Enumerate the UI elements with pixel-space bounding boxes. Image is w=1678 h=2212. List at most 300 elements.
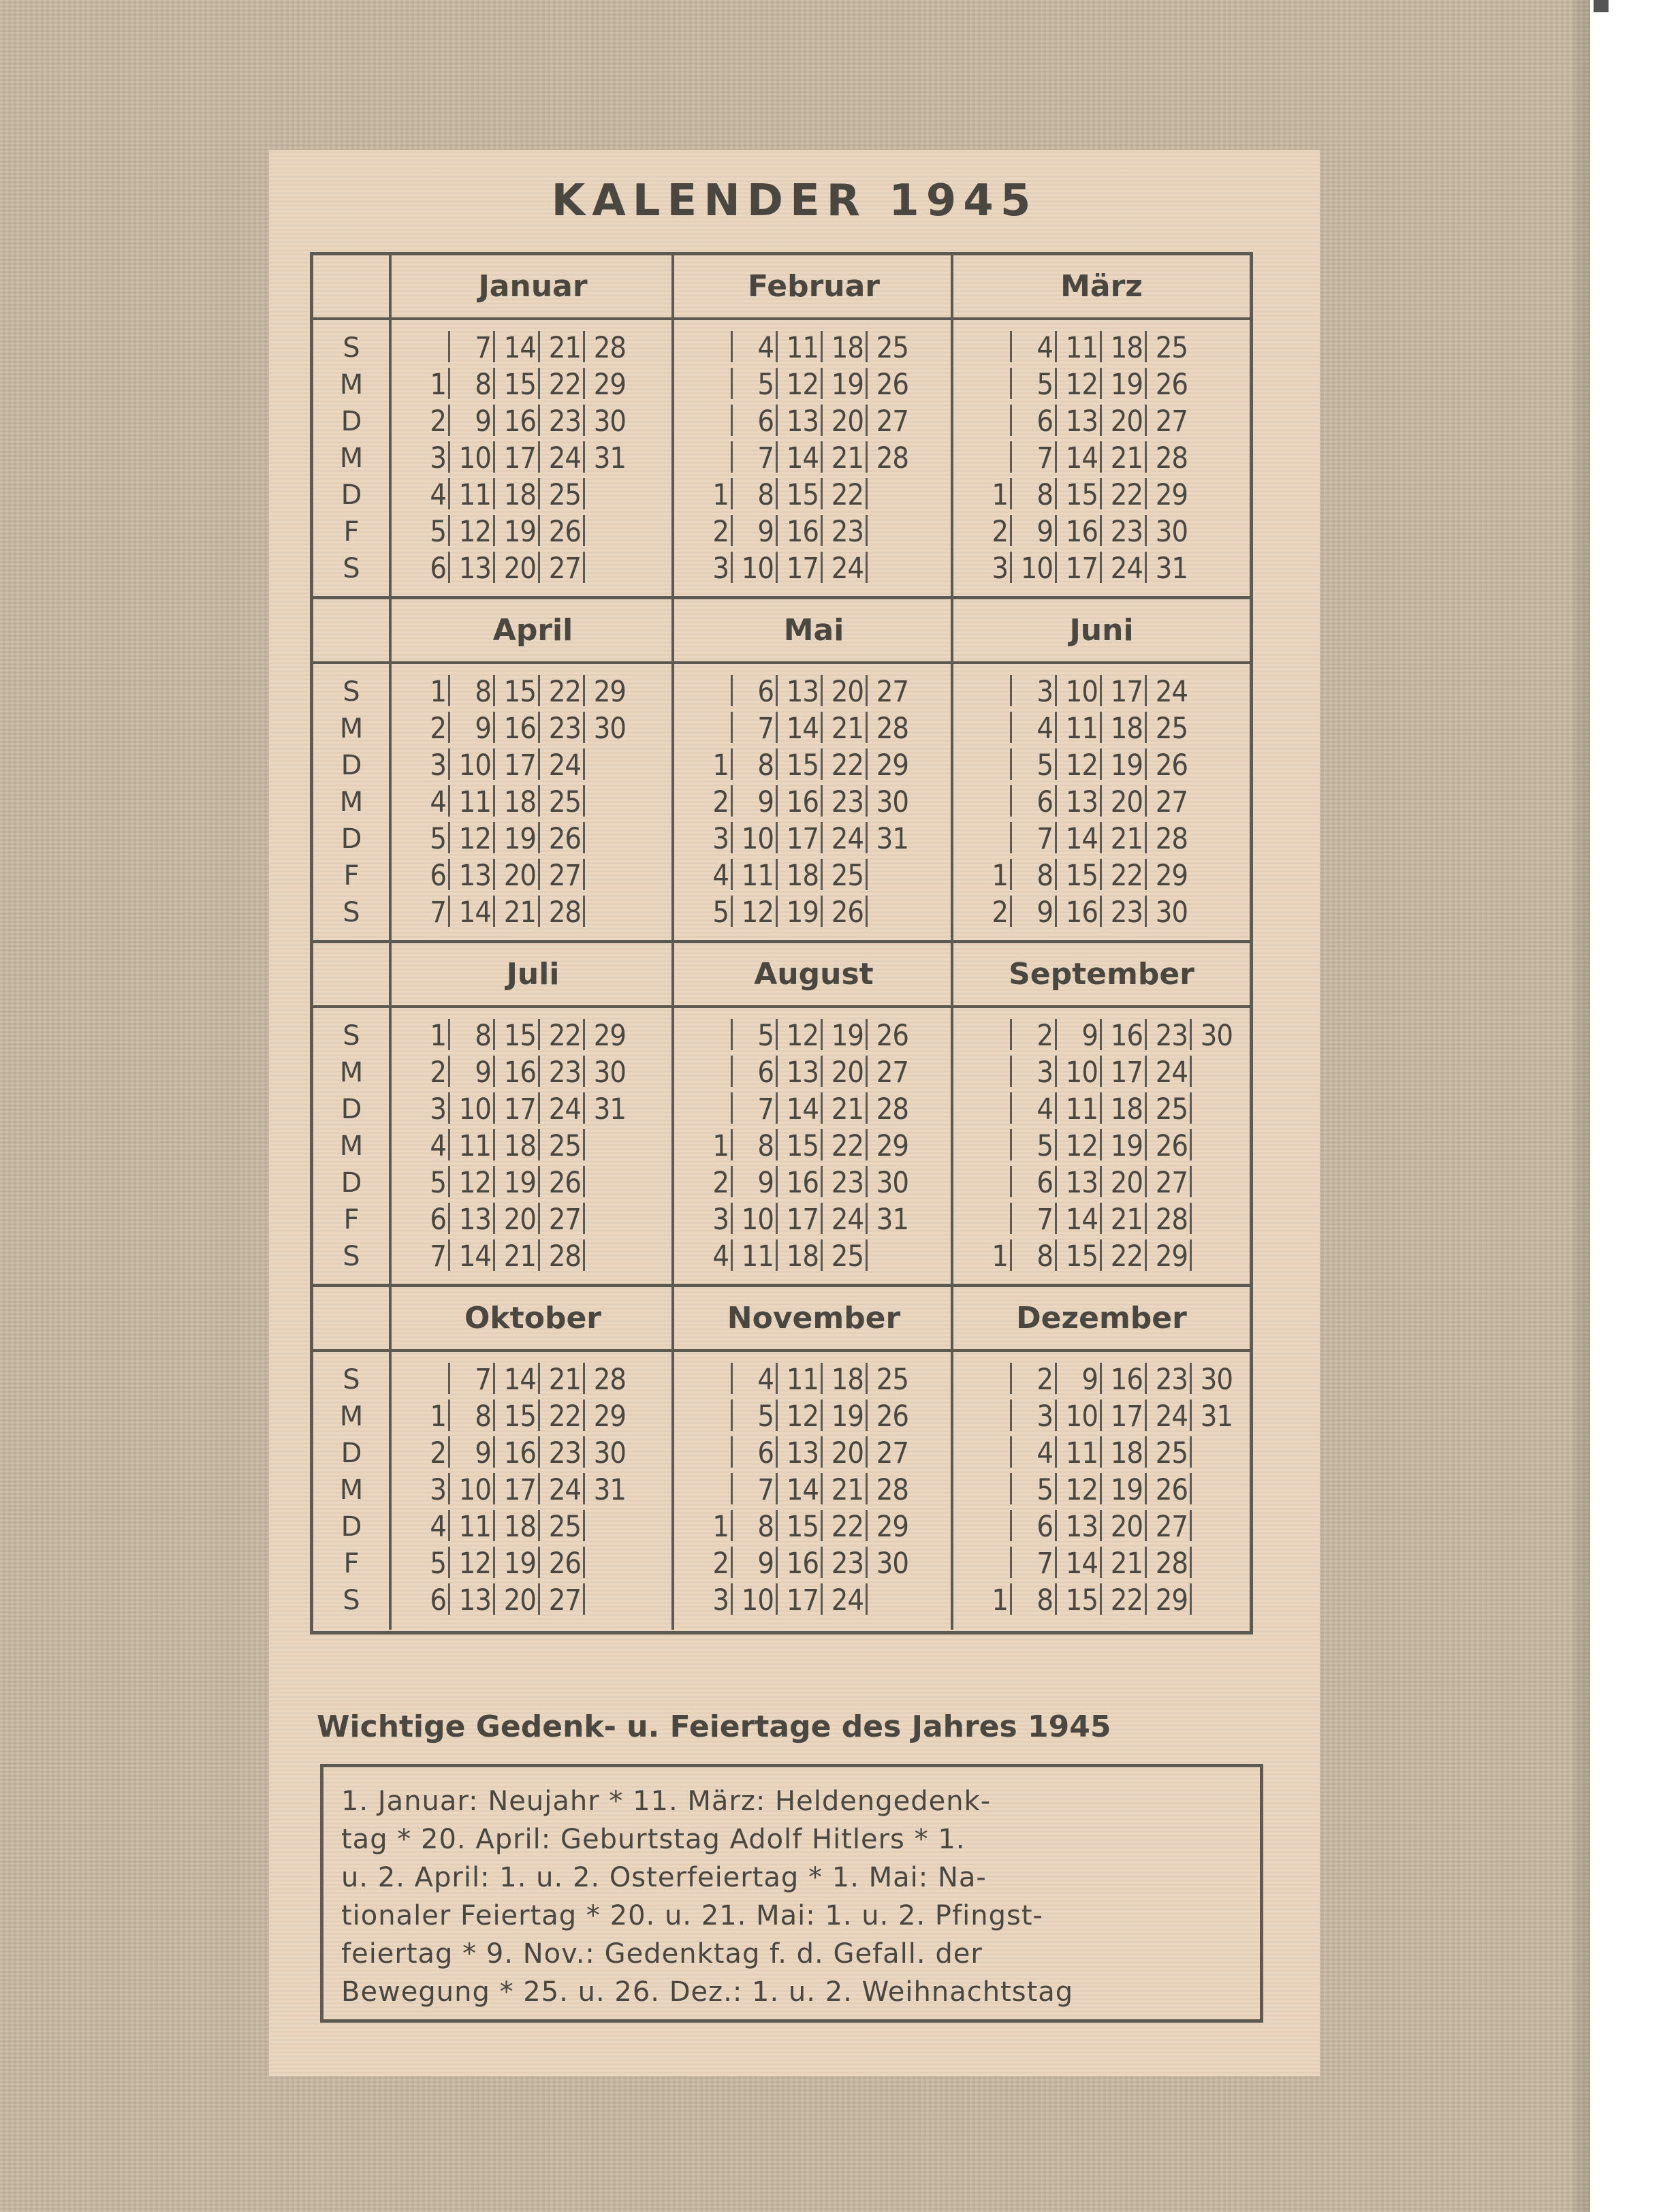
day-number: 20 <box>831 1436 864 1470</box>
number-separator <box>1190 1510 1192 1541</box>
day-number: 27 <box>876 1056 908 1090</box>
day-number: 3 <box>712 1583 729 1617</box>
day-number: 20 <box>1110 1166 1143 1200</box>
day-number: 6 <box>1036 785 1053 819</box>
day-number: 8 <box>1036 1239 1053 1274</box>
number-separator <box>583 478 585 509</box>
month-name: August <box>754 957 874 992</box>
day-number: 16 <box>786 515 819 549</box>
number-separator <box>1100 515 1102 546</box>
day-number <box>586 857 626 894</box>
day-number <box>689 1398 729 1435</box>
weekday-label: D <box>341 406 362 437</box>
day-number: 11 <box>1065 331 1098 365</box>
day-number <box>689 403 729 440</box>
number-separator <box>776 1400 778 1431</box>
day-number: 8 <box>475 1019 491 1053</box>
number-separator <box>1010 785 1012 817</box>
day-number: 12 <box>458 1547 491 1581</box>
number-separator <box>1055 1436 1057 1468</box>
day-number: 30 <box>593 1056 626 1090</box>
number-separator <box>1055 405 1057 436</box>
number-separator <box>1145 822 1147 853</box>
day-number: 14 <box>1065 1203 1098 1237</box>
number-separator <box>448 675 450 706</box>
number-separator <box>866 1203 868 1234</box>
number-separator <box>866 1129 868 1160</box>
number-separator <box>1010 1436 1012 1468</box>
number-separator <box>731 1583 733 1615</box>
number-separator <box>866 515 868 546</box>
day-number: 24 <box>1155 675 1188 709</box>
day-number: 29 <box>593 675 626 709</box>
number-separator <box>1055 896 1057 927</box>
number-separator <box>866 896 868 927</box>
number-separator <box>731 405 733 436</box>
number-separator <box>866 675 868 706</box>
day-number: 4 <box>757 1363 774 1397</box>
number-separator <box>538 1436 540 1468</box>
number-separator <box>448 1473 450 1504</box>
number-separator <box>493 368 495 399</box>
day-number: 23 <box>831 785 864 819</box>
number-separator <box>776 368 778 399</box>
number-separator <box>731 896 733 927</box>
number-separator <box>448 1363 450 1394</box>
number-separator <box>776 1583 778 1615</box>
day-number: 8 <box>475 1400 491 1434</box>
number-separator <box>731 1239 733 1271</box>
weekday-label: M <box>339 1401 364 1432</box>
day-number: 24 <box>831 822 864 856</box>
day-number <box>1193 1054 1233 1091</box>
day-number: 12 <box>1065 368 1098 402</box>
number-separator <box>776 441 778 473</box>
day-number: 10 <box>741 1203 774 1237</box>
day-number: 8 <box>1036 859 1053 893</box>
number-separator <box>1055 1092 1057 1124</box>
number-separator <box>821 859 823 890</box>
day-number: 13 <box>786 675 819 709</box>
number-separator <box>1055 1400 1057 1431</box>
number-separator <box>493 405 495 436</box>
day-number: 24 <box>1155 1056 1188 1090</box>
day-number: 18 <box>1110 1436 1143 1470</box>
day-number: 13 <box>458 1203 491 1237</box>
day-number <box>1193 1128 1233 1165</box>
day-number: 15 <box>786 1129 819 1163</box>
number-separator <box>1100 1436 1102 1468</box>
day-number: 8 <box>475 368 491 402</box>
day-number: 19 <box>1110 368 1143 402</box>
day-number: 31 <box>593 441 626 475</box>
day-number: 17 <box>503 748 536 783</box>
day-number: 3 <box>430 1092 446 1126</box>
month-name: April <box>492 613 573 648</box>
day-number: 12 <box>786 1400 819 1434</box>
number-separator <box>821 1239 823 1271</box>
day-number: 5 <box>712 896 729 930</box>
number-separator <box>1010 1056 1012 1087</box>
number-separator <box>1055 712 1057 743</box>
number-separator <box>776 859 778 890</box>
number-separator <box>776 1363 778 1394</box>
day-number: 30 <box>876 1547 908 1581</box>
number-separator <box>1010 1400 1012 1431</box>
day-number: 13 <box>786 1436 819 1470</box>
weekday-label: D <box>341 750 362 781</box>
day-number: 1 <box>712 1129 729 1163</box>
day-number: 3 <box>712 822 729 856</box>
number-separator <box>583 1166 585 1197</box>
day-number: 23 <box>1110 515 1143 549</box>
weekday-label: F <box>343 1204 360 1235</box>
day-number: 18 <box>1110 712 1143 746</box>
number-separator <box>776 748 778 780</box>
number-separator <box>1010 1092 1012 1124</box>
number-separator <box>776 1510 778 1541</box>
number-separator <box>1010 859 1012 890</box>
number-separator <box>821 478 823 509</box>
day-number: 18 <box>503 1510 536 1544</box>
number-separator <box>448 1400 450 1431</box>
day-number <box>1193 1238 1233 1275</box>
day-number: 22 <box>548 368 581 402</box>
number-separator <box>448 1092 450 1124</box>
number-separator <box>538 1473 540 1504</box>
number-separator <box>821 896 823 927</box>
day-number: 16 <box>503 1056 536 1090</box>
day-number: 1 <box>712 748 729 783</box>
number-separator <box>1055 1203 1057 1234</box>
number-separator <box>866 1510 868 1541</box>
number-separator <box>1145 1056 1147 1087</box>
day-number: 26 <box>548 515 581 549</box>
day-number: 4 <box>757 331 774 365</box>
number-separator <box>583 552 585 583</box>
number-separator <box>448 896 450 927</box>
number-separator <box>1145 675 1147 706</box>
day-number: 23 <box>1155 1363 1188 1397</box>
day-number: 16 <box>1065 896 1098 930</box>
number-separator <box>1100 1092 1102 1124</box>
day-number: 26 <box>876 368 908 402</box>
number-separator <box>866 1019 868 1050</box>
day-number: 9 <box>757 1547 774 1581</box>
day-number: 27 <box>548 552 581 586</box>
day-number <box>1193 1091 1233 1128</box>
day-number: 23 <box>548 1056 581 1090</box>
holidays-title: Wichtige Gedenk- u. Feiertage des Jahres 1945 <box>317 1709 1111 1744</box>
day-number: 23 <box>831 1166 864 1200</box>
day-number: 2 <box>992 515 1008 549</box>
day-number: 17 <box>503 1473 536 1507</box>
day-number: 10 <box>1065 1056 1098 1090</box>
day-number: 2 <box>1036 1363 1053 1397</box>
number-separator <box>1100 1583 1102 1615</box>
day-number: 4 <box>1036 331 1053 365</box>
number-separator <box>448 1510 450 1541</box>
number-separator <box>448 478 450 509</box>
number-separator <box>538 712 540 743</box>
day-number: 11 <box>786 331 819 365</box>
number-separator <box>821 785 823 817</box>
day-number: 5 <box>430 515 446 549</box>
day-number: 14 <box>1065 441 1098 475</box>
day-number: 8 <box>757 748 774 783</box>
number-separator <box>866 1400 868 1431</box>
day-number: 25 <box>876 1363 908 1397</box>
weekday-label: D <box>341 823 362 855</box>
day-number: 29 <box>593 1019 626 1053</box>
number-separator <box>821 1129 823 1160</box>
day-number: 27 <box>548 859 581 893</box>
number-separator <box>583 1019 585 1050</box>
day-number: 21 <box>831 441 864 475</box>
day-number: 31 <box>876 1203 908 1237</box>
day-number: 11 <box>1065 1092 1098 1126</box>
day-number: 15 <box>503 675 536 709</box>
day-number: 1 <box>992 859 1008 893</box>
day-number <box>869 894 908 931</box>
day-number: 26 <box>876 1019 908 1053</box>
day-number: 13 <box>458 859 491 893</box>
month-name: November <box>727 1301 901 1336</box>
day-number: 8 <box>757 1510 774 1544</box>
day-number: 29 <box>593 1400 626 1434</box>
day-number <box>586 1582 626 1619</box>
number-separator <box>1190 1547 1192 1578</box>
day-number: 14 <box>786 712 819 746</box>
day-number: 22 <box>831 1129 864 1163</box>
weekday-label: M <box>339 713 364 744</box>
day-number: 18 <box>786 1239 819 1274</box>
number-separator <box>1100 405 1102 436</box>
number-separator <box>538 1363 540 1394</box>
day-number <box>869 550 908 587</box>
corner-mark <box>1594 0 1609 12</box>
number-separator <box>821 1203 823 1234</box>
column-divider <box>389 255 392 598</box>
number-separator <box>448 1547 450 1578</box>
weekday-label: D <box>341 1167 362 1199</box>
day-number: 31 <box>593 1473 626 1507</box>
day-number: 9 <box>757 1166 774 1200</box>
day-number: 13 <box>1065 405 1098 439</box>
day-number: 17 <box>786 1583 819 1617</box>
month-name: Februar <box>747 269 881 304</box>
weekday-label: D <box>341 1511 362 1543</box>
day-number: 17 <box>1110 1056 1143 1090</box>
day-number: 26 <box>548 1547 581 1581</box>
day-number <box>869 857 908 894</box>
day-number: 14 <box>458 1239 491 1274</box>
day-number: 15 <box>503 1019 536 1053</box>
number-separator <box>821 1436 823 1468</box>
day-number: 17 <box>1110 1400 1143 1434</box>
day-number <box>968 1017 1008 1054</box>
number-separator <box>448 1583 450 1615</box>
number-separator <box>493 515 495 546</box>
day-number: 19 <box>831 1019 864 1053</box>
day-number: 30 <box>593 712 626 746</box>
day-number <box>586 894 626 931</box>
number-separator <box>583 331 585 362</box>
day-number: 28 <box>1155 441 1188 475</box>
number-separator <box>821 712 823 743</box>
day-number: 12 <box>786 1019 819 1053</box>
day-number: 25 <box>548 478 581 512</box>
number-separator <box>1055 748 1057 780</box>
number-separator <box>583 712 585 743</box>
number-separator <box>583 1436 585 1468</box>
number-separator <box>821 331 823 362</box>
number-separator <box>866 1473 868 1504</box>
number-separator <box>1010 441 1012 473</box>
day-number: 28 <box>876 1092 908 1126</box>
number-separator <box>1055 859 1057 890</box>
number-separator <box>583 1056 585 1087</box>
day-number: 29 <box>593 368 626 402</box>
day-number: 28 <box>1155 822 1188 856</box>
number-separator <box>583 1363 585 1394</box>
month-name: Mai <box>783 613 844 648</box>
day-number: 17 <box>503 1092 536 1126</box>
number-separator <box>821 552 823 583</box>
number-separator <box>1010 552 1012 583</box>
day-number: 1 <box>992 1239 1008 1274</box>
number-separator <box>1100 1166 1102 1197</box>
day-number: 5 <box>757 368 774 402</box>
number-separator <box>1010 822 1012 853</box>
day-number: 29 <box>876 1510 908 1544</box>
day-number: 5 <box>1036 368 1053 402</box>
number-separator <box>776 1056 778 1087</box>
number-separator <box>493 1583 495 1615</box>
day-number: 30 <box>1155 515 1188 549</box>
day-number <box>1193 1582 1233 1619</box>
day-number: 14 <box>503 331 536 365</box>
number-separator <box>1010 405 1012 436</box>
number-separator <box>776 515 778 546</box>
number-separator <box>493 1239 495 1271</box>
day-number: 16 <box>786 1547 819 1581</box>
number-separator <box>538 368 540 399</box>
day-number <box>586 1545 626 1582</box>
day-number: 28 <box>876 441 908 475</box>
day-number: 8 <box>1036 478 1053 512</box>
number-separator <box>821 1510 823 1541</box>
number-separator <box>1055 1510 1057 1541</box>
day-number <box>968 821 1008 857</box>
number-separator <box>866 822 868 853</box>
day-number: 23 <box>1110 896 1143 930</box>
number-separator <box>538 1400 540 1431</box>
number-separator <box>538 1129 540 1160</box>
day-number: 12 <box>458 1166 491 1200</box>
day-number: 7 <box>475 331 491 365</box>
day-number: 1 <box>992 478 1008 512</box>
day-number: 11 <box>458 1510 491 1544</box>
day-number: 30 <box>876 785 908 819</box>
weekday-label: M <box>339 443 364 474</box>
month-name: Juli <box>506 957 560 992</box>
number-separator <box>1100 1400 1102 1431</box>
weekday-label: S <box>343 1585 360 1616</box>
number-separator <box>1055 368 1057 399</box>
day-number: 24 <box>831 1583 864 1617</box>
day-number: 13 <box>458 1583 491 1617</box>
number-separator <box>1010 515 1012 546</box>
number-separator <box>776 1473 778 1504</box>
column-divider <box>389 943 392 1286</box>
day-number <box>869 477 908 514</box>
number-separator <box>493 1056 495 1087</box>
day-number <box>869 514 908 550</box>
number-separator <box>1010 1129 1012 1160</box>
number-separator <box>493 675 495 706</box>
number-separator <box>1010 1510 1012 1541</box>
number-separator <box>1145 1510 1147 1541</box>
day-number: 5 <box>1036 1129 1053 1163</box>
day-number: 23 <box>831 515 864 549</box>
day-number: 21 <box>831 1092 864 1126</box>
day-number: 26 <box>1155 1473 1188 1507</box>
day-number: 27 <box>548 1583 581 1617</box>
day-number: 3 <box>1036 1056 1053 1090</box>
day-number: 19 <box>831 368 864 402</box>
weekday-label: M <box>339 369 364 400</box>
day-number: 2 <box>712 1166 729 1200</box>
number-separator <box>493 859 495 890</box>
number-separator <box>538 859 540 890</box>
number-separator <box>821 675 823 706</box>
number-separator <box>731 1092 733 1124</box>
number-separator <box>1055 785 1057 817</box>
number-separator <box>1190 1583 1192 1615</box>
day-number: 4 <box>712 859 729 893</box>
day-number: 25 <box>1155 331 1188 365</box>
day-number: 28 <box>1155 1203 1188 1237</box>
number-separator <box>493 331 495 362</box>
holidays-line: 1. Januar: Neujahr * 11. März: Heldengedenk- <box>341 1786 992 1817</box>
number-separator <box>1010 1166 1012 1197</box>
number-separator <box>583 896 585 927</box>
number-separator <box>538 331 540 362</box>
number-separator <box>776 1092 778 1124</box>
day-number <box>689 674 729 710</box>
day-number: 6 <box>757 675 774 709</box>
number-separator <box>1145 712 1147 743</box>
number-separator <box>448 368 450 399</box>
number-separator <box>583 1092 585 1124</box>
day-number: 7 <box>1036 1203 1053 1237</box>
day-number <box>586 784 626 821</box>
number-separator <box>448 1239 450 1271</box>
number-separator <box>731 1203 733 1234</box>
day-number: 20 <box>503 859 536 893</box>
number-separator <box>1145 1092 1147 1124</box>
number-separator <box>866 552 868 583</box>
number-separator <box>583 1129 585 1160</box>
number-separator <box>1055 1583 1057 1615</box>
day-number <box>968 366 1008 403</box>
day-number <box>586 514 626 550</box>
day-number: 16 <box>1065 515 1098 549</box>
number-separator <box>731 552 733 583</box>
number-separator <box>1145 748 1147 780</box>
day-number: 16 <box>786 1166 819 1200</box>
